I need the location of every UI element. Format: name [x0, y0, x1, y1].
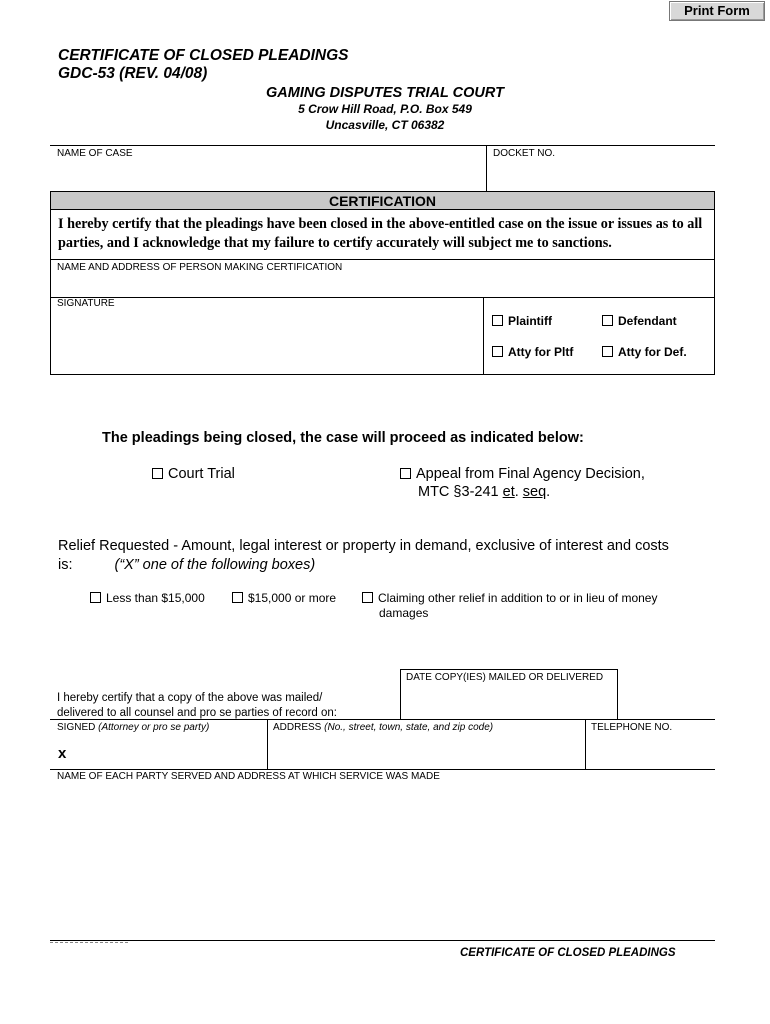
other-relief-checkbox[interactable] — [362, 592, 373, 603]
plaintiff-option[interactable] — [492, 314, 552, 328]
proceed-heading: The pleadings being closed, the case will proceed as indicated below: — [102, 430, 584, 446]
appeal-end: . — [546, 484, 551, 500]
more-than-15000-checkbox[interactable] — [232, 592, 243, 603]
appeal-label-line1: Appeal from Final Agency Decision, — [416, 466, 645, 482]
address-label — [273, 722, 493, 733]
signed-note: (Attorney or pro se party) — [98, 722, 210, 733]
relief-is: is: — [58, 557, 73, 573]
signed-label — [57, 722, 209, 733]
form-title: CERTIFICATE OF CLOSED PLEADINGS — [58, 47, 349, 64]
address-label-text: ADDRESS — [273, 722, 322, 733]
telephone-label: TELEPHONE NO. — [591, 722, 673, 733]
court-address-line1: 5 Crow Hill Road, P.O. Box 549 — [298, 102, 472, 116]
court-trial-label: Court Trial — [168, 466, 235, 482]
less-than-15000-label: Less than $15,000 — [106, 591, 205, 605]
atty-pltf-checkbox[interactable] — [492, 346, 503, 357]
more-than-15000-option[interactable] — [232, 591, 336, 605]
service-statement — [57, 691, 337, 721]
more-than-15000-label: $15,000 or more — [248, 591, 337, 605]
case-name-field[interactable] — [56, 162, 481, 188]
footer-divider — [50, 942, 128, 943]
relief-instruction: (“X” one of the following boxes) — [114, 557, 316, 573]
date-mailed-field[interactable] — [404, 686, 614, 716]
address-note: (No., street, town, state, and zip code) — [324, 722, 494, 733]
court-name: GAMING DISPUTES TRIAL COURT — [266, 85, 504, 101]
appeal-label-line2 — [418, 484, 550, 500]
print-form-button[interactable]: Print Form — [669, 1, 765, 21]
atty-def-checkbox[interactable] — [602, 346, 613, 357]
service-signature-field[interactable] — [72, 736, 262, 766]
court-trial-checkbox[interactable] — [152, 468, 163, 479]
case-name-label: NAME OF CASE — [57, 148, 133, 159]
appeal-sep: . — [514, 484, 523, 500]
court-trial-option[interactable] — [152, 466, 235, 482]
appeal-checkbox[interactable] — [400, 468, 411, 479]
certification-statement: I hereby certify that the pleadings have been closed in the above-entitled case on the issue or issues as to all parties, and I acknowledge that my failure to certify accurately will subject me to sanctions. — [58, 216, 703, 251]
less-than-15000-option[interactable] — [90, 591, 205, 605]
other-relief-label-line1: Claiming other relief in addition to or in lieu of money — [378, 591, 658, 605]
plaintiff-checkbox[interactable] — [492, 315, 503, 326]
appeal-option[interactable] — [400, 466, 645, 482]
telephone-field[interactable] — [590, 736, 710, 766]
parties-served-label: NAME OF EACH PARTY SERVED AND ADDRESS AT WHICH SERVICE WAS MADE — [57, 771, 440, 782]
defendant-checkbox[interactable] — [602, 315, 613, 326]
relief-requested — [58, 537, 718, 575]
appeal-statute: MTC §3-241 — [418, 484, 503, 500]
defendant-option[interactable] — [602, 314, 677, 328]
parties-served-field[interactable] — [56, 786, 710, 926]
appeal-et: et — [502, 484, 515, 500]
atty-pltf-label: Atty for Pltf — [508, 345, 574, 359]
service-address-field[interactable] — [272, 736, 580, 766]
form-number: GDC-53 (REV. 04/08) — [58, 65, 208, 82]
plaintiff-label: Plaintiff — [508, 314, 552, 328]
service-statement-line1: I hereby certify that a copy of the above was mailed/ — [57, 692, 323, 704]
person-certifying-label: NAME AND ADDRESS OF PERSON MAKING CERTIFICATION — [57, 262, 343, 273]
defendant-label: Defendant — [618, 314, 677, 328]
date-mailed-label: DATE COPY(IES) MAILED OR DELIVERED — [406, 672, 604, 683]
docket-number-field[interactable] — [492, 162, 710, 188]
relief-line2 — [58, 556, 718, 575]
less-than-15000-checkbox[interactable] — [90, 592, 101, 603]
atty-pltf-option[interactable] — [492, 345, 573, 359]
atty-def-option[interactable] — [602, 345, 687, 359]
service-statement-line2: delivered to all counsel and pro se parties of record on: — [57, 707, 337, 719]
footer-title: CERTIFICATE OF CLOSED PLEADINGS — [460, 947, 676, 959]
relief-line1: Relief Requested - Amount, legal interest or property in demand, exclusive of interest and costs — [58, 538, 669, 554]
signature-x-mark: x — [58, 745, 67, 762]
other-relief-label-line2: damages — [379, 606, 429, 620]
certification-heading: CERTIFICATION — [50, 191, 715, 210]
court-address-line2: Uncasville, CT 06382 — [325, 118, 445, 132]
signature-label: SIGNATURE — [57, 298, 115, 309]
signed-label-text: SIGNED — [57, 722, 96, 733]
atty-def-label: Atty for Def. — [618, 345, 687, 359]
appeal-seq: seq — [522, 484, 547, 500]
docket-number-label: DOCKET NO. — [493, 148, 556, 159]
signature-field[interactable] — [56, 312, 476, 370]
other-relief-option[interactable] — [362, 591, 657, 605]
